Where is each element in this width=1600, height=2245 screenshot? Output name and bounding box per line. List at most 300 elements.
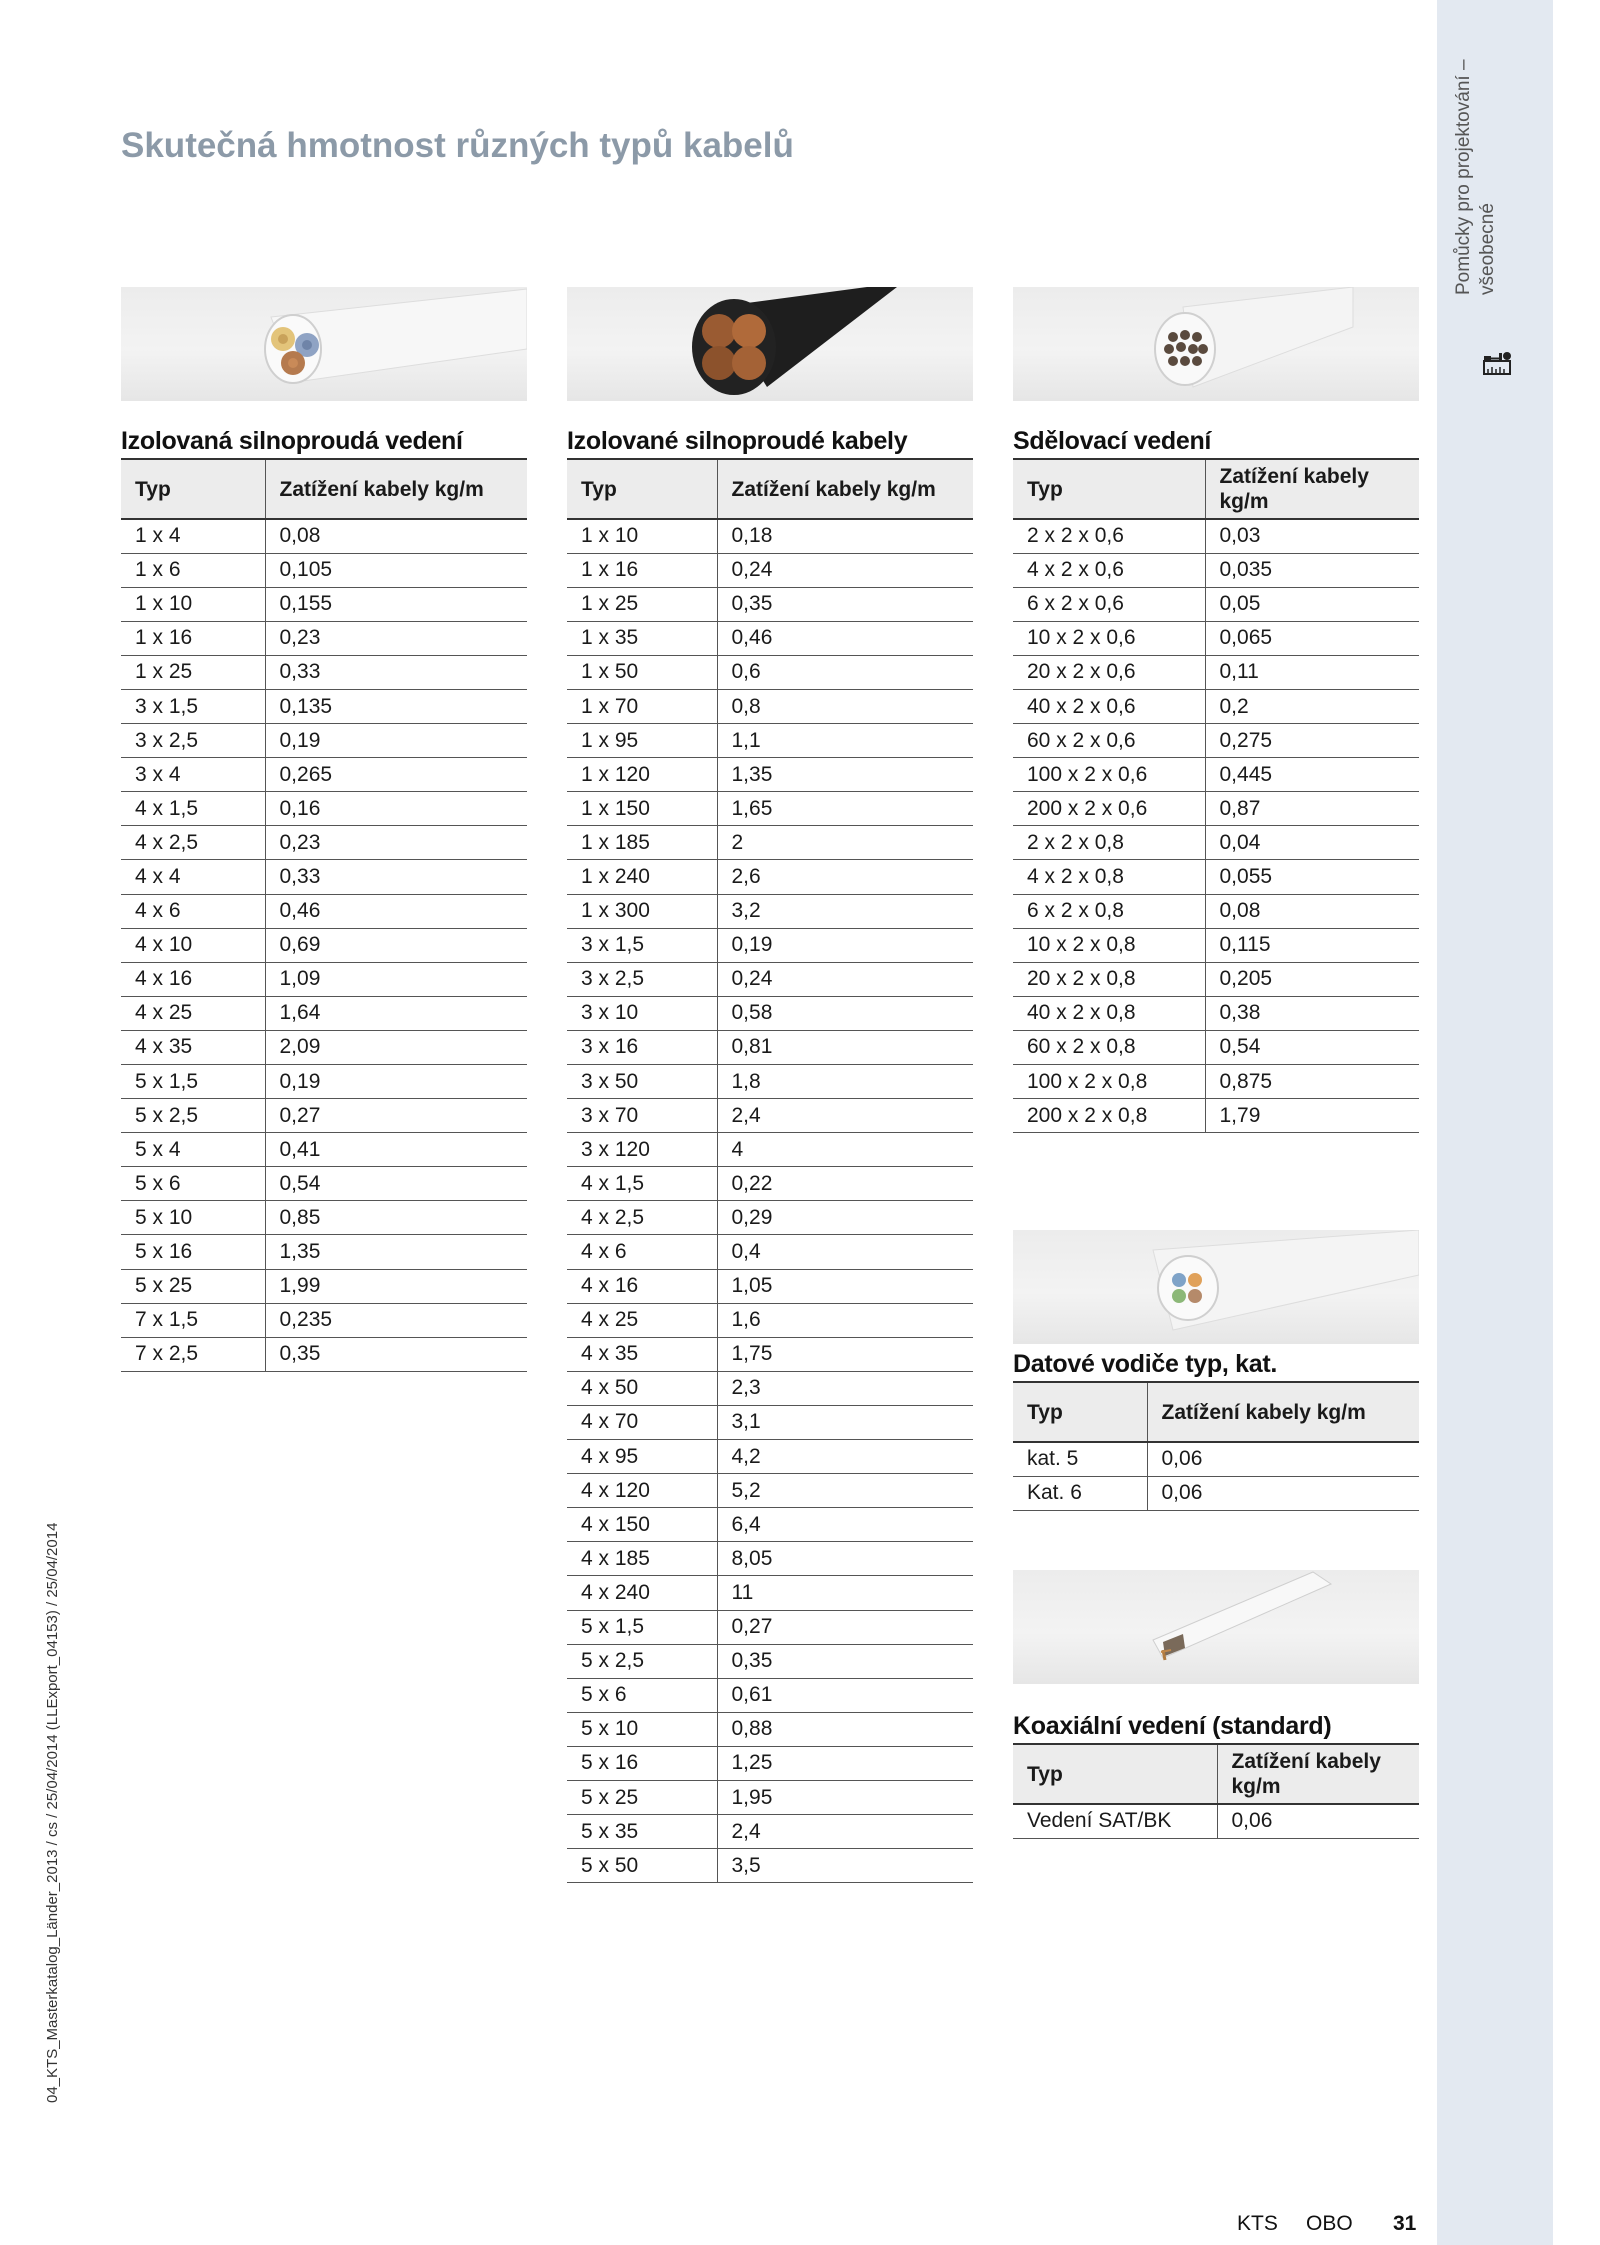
table-row	[567, 1099, 973, 1133]
table-row	[567, 1849, 973, 1883]
table-row	[121, 826, 527, 860]
cell-typ: 5 x 2,5	[567, 1644, 717, 1678]
cell-load: 0,275	[1205, 724, 1419, 758]
column-header-typ: Typ	[567, 459, 717, 519]
cell-typ: kat. 5	[1013, 1442, 1147, 1476]
cell-typ: 1 x 120	[567, 758, 717, 792]
table-row	[121, 1030, 527, 1064]
cell-typ: 4 x 25	[567, 1303, 717, 1337]
cell-load: 0,35	[717, 1644, 973, 1678]
table-row	[121, 758, 527, 792]
cell-typ: 4 x 1,5	[567, 1167, 717, 1201]
table-row	[567, 1780, 973, 1814]
table-row	[567, 1542, 973, 1576]
cell-load: 0,69	[265, 928, 527, 962]
table-row	[567, 758, 973, 792]
cable-photo-coax	[1013, 1570, 1419, 1684]
table-row	[1013, 792, 1419, 826]
cell-typ: 1 x 240	[567, 860, 717, 894]
cell-typ: 3 x 50	[567, 1065, 717, 1099]
cell-typ: 4 x 70	[567, 1405, 717, 1439]
cell-typ: 1 x 25	[121, 655, 265, 689]
cell-load: 0,4	[717, 1235, 973, 1269]
cell-load: 2,3	[717, 1371, 973, 1405]
cell-typ: 4 x 2,5	[567, 1201, 717, 1235]
cell-typ: 4 x 35	[567, 1337, 717, 1371]
cell-load: 3,1	[717, 1405, 973, 1439]
table-row	[1013, 826, 1419, 860]
table-row	[567, 1712, 973, 1746]
table-row	[121, 1269, 527, 1303]
sidebar	[1437, 0, 1553, 2245]
cell-load: 2	[717, 826, 973, 860]
cell-load: 1,99	[265, 1269, 527, 1303]
cell-load: 0,035	[1205, 553, 1419, 587]
cell-typ: 3 x 1,5	[567, 928, 717, 962]
cell-typ: 7 x 2,5	[121, 1337, 265, 1371]
cell-load: 0,61	[717, 1678, 973, 1712]
cell-typ: 5 x 1,5	[567, 1610, 717, 1644]
cell-typ: Kat. 6	[1013, 1476, 1147, 1510]
cell-typ: 1 x 185	[567, 826, 717, 860]
table-row	[567, 1746, 973, 1780]
table-row	[121, 655, 527, 689]
cell-typ: 3 x 2,5	[121, 724, 265, 758]
cell-typ: 1 x 10	[567, 519, 717, 553]
cell-typ: 1 x 25	[567, 587, 717, 621]
cell-typ: 20 x 2 x 0,6	[1013, 655, 1205, 689]
footer-brand-kts: KTS	[1237, 2212, 1278, 2235]
column-header-typ: Typ	[1013, 1744, 1217, 1804]
page-number: 31	[1393, 2212, 1417, 2235]
cell-load: 0,54	[1205, 1030, 1419, 1064]
cell-load: 4	[717, 1133, 973, 1167]
cell-typ: 4 x 240	[567, 1576, 717, 1610]
cell-load: 0,19	[717, 928, 973, 962]
document-id-footer: 04_KTS_Masterkatalog_Länder_2013 / cs / 25/04/2014 (LLExport_04153) / 25/04/2014	[44, 1522, 61, 2103]
cell-typ: 3 x 10	[567, 996, 717, 1030]
cell-typ: 7 x 1,5	[121, 1303, 265, 1337]
cable-photo-data	[1013, 1230, 1419, 1344]
cell-typ: 2 x 2 x 0,6	[1013, 519, 1205, 553]
cell-load: 0,445	[1205, 758, 1419, 792]
table-row	[567, 1201, 973, 1235]
cell-load: 0,04	[1205, 826, 1419, 860]
table-row	[567, 655, 973, 689]
table-row	[1013, 962, 1419, 996]
table-row	[121, 996, 527, 1030]
section-telecom	[1013, 426, 1419, 1133]
cell-typ: 4 x 10	[121, 928, 265, 962]
table-row	[567, 1678, 973, 1712]
cell-load: 0,18	[717, 519, 973, 553]
table-row	[121, 962, 527, 996]
table-row	[567, 1371, 973, 1405]
cell-typ: 5 x 35	[567, 1815, 717, 1849]
cell-typ: 6 x 2 x 0,8	[1013, 894, 1205, 928]
cell-load: 0,81	[717, 1030, 973, 1064]
cell-typ: 1 x 150	[567, 792, 717, 826]
table-row	[121, 928, 527, 962]
table-row	[567, 1815, 973, 1849]
cell-load: 0,87	[1205, 792, 1419, 826]
section-title: Izolované silnoproudé kabely	[567, 427, 908, 455]
cell-typ: 3 x 16	[567, 1030, 717, 1064]
cell-typ: 3 x 4	[121, 758, 265, 792]
cell-load: 0,055	[1205, 860, 1419, 894]
cell-load: 0,33	[265, 655, 527, 689]
table-row	[121, 1167, 527, 1201]
cell-typ: 40 x 2 x 0,8	[1013, 996, 1205, 1030]
cell-typ: 10 x 2 x 0,8	[1013, 928, 1205, 962]
cell-load: 0,06	[1147, 1476, 1419, 1510]
cell-typ: 4 x 120	[567, 1474, 717, 1508]
cell-load: 2,4	[717, 1815, 973, 1849]
section-isolated-lines	[121, 426, 527, 1372]
section-title: Sdělovací vedení	[1013, 427, 1212, 455]
table-row	[567, 1440, 973, 1474]
table-row	[1013, 1476, 1419, 1510]
sidebar-label: Pomůcky pro projektování – všeobecné	[1453, 59, 1498, 295]
cell-typ: 5 x 25	[567, 1780, 717, 1814]
table-row	[1013, 928, 1419, 962]
table-row	[567, 928, 973, 962]
cell-load: 0,38	[1205, 996, 1419, 1030]
cell-load: 3,2	[717, 894, 973, 928]
table-row	[1013, 1099, 1419, 1133]
cell-load: 0,19	[265, 724, 527, 758]
cell-load: 6,4	[717, 1508, 973, 1542]
table-row	[1013, 553, 1419, 587]
cell-load: 0,08	[1205, 894, 1419, 928]
table-header-row	[567, 459, 973, 519]
cell-typ: 6 x 2 x 0,6	[1013, 587, 1205, 621]
cable-photo-white-3core	[121, 287, 527, 401]
table-row	[121, 1133, 527, 1167]
table-row	[567, 860, 973, 894]
table-header-row	[121, 459, 527, 519]
cell-load: 0,41	[265, 1133, 527, 1167]
cable-photo-telecom	[1013, 287, 1419, 401]
table-row	[1013, 758, 1419, 792]
screwdriver-ruler-icon	[1482, 347, 1512, 377]
column-header-load: Zatížení kabely kg/m	[717, 459, 973, 519]
cell-typ: 4 x 6	[121, 894, 265, 928]
table-row	[121, 860, 527, 894]
table-row	[567, 519, 973, 553]
cell-load: 2,09	[265, 1030, 527, 1064]
cell-typ: 5 x 6	[121, 1167, 265, 1201]
cell-load: 0,27	[265, 1099, 527, 1133]
table-header-row	[1013, 1744, 1419, 1804]
cell-load: 11	[717, 1576, 973, 1610]
weights-table-telecom	[1013, 458, 1419, 1133]
table-row	[1013, 587, 1419, 621]
table-row	[567, 1269, 973, 1303]
cell-typ: 4 x 4	[121, 860, 265, 894]
page-title: Skutečná hmotnost různých typů kabelů	[121, 126, 794, 165]
table-row	[121, 553, 527, 587]
table-row	[1013, 894, 1419, 928]
table-row	[1013, 519, 1419, 553]
table-row	[121, 792, 527, 826]
cell-typ: 60 x 2 x 0,8	[1013, 1030, 1205, 1064]
cell-typ: 200 x 2 x 0,8	[1013, 1099, 1205, 1133]
table-row	[1013, 1030, 1419, 1064]
cell-load: 2,6	[717, 860, 973, 894]
table-row	[121, 1099, 527, 1133]
table-row	[567, 792, 973, 826]
cell-load: 1,75	[717, 1337, 973, 1371]
table-row	[567, 1167, 973, 1201]
cell-typ: 40 x 2 x 0,6	[1013, 689, 1205, 723]
table-row	[567, 1133, 973, 1167]
weights-table-coax	[1013, 1743, 1419, 1839]
cell-typ: 4 x 2 x 0,8	[1013, 860, 1205, 894]
cell-load: 0,22	[717, 1167, 973, 1201]
cell-load: 0,8	[717, 689, 973, 723]
cell-load: 1,09	[265, 962, 527, 996]
table-row	[567, 1030, 973, 1064]
cell-typ: 20 x 2 x 0,8	[1013, 962, 1205, 996]
weights-table-data-wires	[1013, 1381, 1419, 1511]
section-coax	[1013, 1711, 1419, 1839]
cell-typ: 5 x 25	[121, 1269, 265, 1303]
cell-typ: 60 x 2 x 0,6	[1013, 724, 1205, 758]
cell-load: 0,205	[1205, 962, 1419, 996]
cell-load: 0,54	[265, 1167, 527, 1201]
cell-load: 0,875	[1205, 1065, 1419, 1099]
cell-typ: 4 x 16	[121, 962, 265, 996]
cell-typ: 4 x 2,5	[121, 826, 265, 860]
cell-load: 2,4	[717, 1099, 973, 1133]
section-title: Izolovaná silnoproudá vedení	[121, 427, 463, 455]
cable-photo-black-4core	[567, 287, 973, 401]
cell-typ: 1 x 16	[121, 621, 265, 655]
section-title: Koaxiální vedení (standard)	[1013, 1712, 1332, 1740]
table-row	[121, 1235, 527, 1269]
table-row	[121, 1201, 527, 1235]
column-header-load: Zatížení kabely kg/m	[1217, 1744, 1419, 1804]
cell-load: 0,29	[717, 1201, 973, 1235]
column-header-typ: Typ	[1013, 1382, 1147, 1442]
cell-typ: 100 x 2 x 0,8	[1013, 1065, 1205, 1099]
cell-typ: 4 x 95	[567, 1440, 717, 1474]
cell-load: 1,65	[717, 792, 973, 826]
cell-load: 0,23	[265, 826, 527, 860]
cell-load: 0,235	[265, 1303, 527, 1337]
table-row	[567, 826, 973, 860]
cell-load: 8,05	[717, 1542, 973, 1576]
cell-typ: 4 x 35	[121, 1030, 265, 1064]
cell-load: 1,35	[717, 758, 973, 792]
cell-typ: 4 x 150	[567, 1508, 717, 1542]
weights-table-isolated-lines	[121, 458, 527, 1372]
cell-load: 0,16	[265, 792, 527, 826]
table-header-row	[1013, 1382, 1419, 1442]
table-row	[1013, 996, 1419, 1030]
cell-typ: 3 x 70	[567, 1099, 717, 1133]
cell-typ: 4 x 2 x 0,6	[1013, 553, 1205, 587]
cell-typ: 5 x 4	[121, 1133, 265, 1167]
cell-load: 0,35	[265, 1337, 527, 1371]
table-row	[121, 724, 527, 758]
cell-typ: 2 x 2 x 0,8	[1013, 826, 1205, 860]
cell-typ: 3 x 120	[567, 1133, 717, 1167]
cell-typ: 1 x 6	[121, 553, 265, 587]
cell-typ: 5 x 16	[121, 1235, 265, 1269]
cell-load: 0,46	[265, 894, 527, 928]
cell-load: 0,33	[265, 860, 527, 894]
cell-typ: 10 x 2 x 0,6	[1013, 621, 1205, 655]
table-row	[567, 1337, 973, 1371]
cell-load: 0,23	[265, 621, 527, 655]
cell-typ: 1 x 4	[121, 519, 265, 553]
cell-load: 1,35	[265, 1235, 527, 1269]
table-row	[567, 1235, 973, 1269]
cell-load: 0,06	[1147, 1442, 1419, 1476]
cell-typ: 1 x 35	[567, 621, 717, 655]
cell-load: 0,24	[717, 962, 973, 996]
cell-typ: 1 x 95	[567, 724, 717, 758]
table-row	[567, 1065, 973, 1099]
cell-load: 0,88	[717, 1712, 973, 1746]
cell-load: 1,95	[717, 1780, 973, 1814]
column-header-load: Zatížení kabely kg/m	[265, 459, 527, 519]
table-row	[567, 1576, 973, 1610]
table-row	[567, 1508, 973, 1542]
table-row	[1013, 689, 1419, 723]
cell-typ: 1 x 10	[121, 587, 265, 621]
table-row	[1013, 655, 1419, 689]
cell-load: 0,19	[265, 1065, 527, 1099]
cell-load: 0,265	[265, 758, 527, 792]
cell-load: 5,2	[717, 1474, 973, 1508]
cell-load: 0,135	[265, 689, 527, 723]
table-row	[567, 894, 973, 928]
cell-load: 1,25	[717, 1746, 973, 1780]
table-row	[121, 1065, 527, 1099]
cell-load: 0,46	[717, 621, 973, 655]
column-header-load: Zatížení kabely kg/m	[1147, 1382, 1419, 1442]
cell-load: 0,155	[265, 587, 527, 621]
cell-load: 0,27	[717, 1610, 973, 1644]
table-header-row	[1013, 459, 1419, 519]
section-data-wires	[1013, 1349, 1419, 1511]
cell-typ: 1 x 70	[567, 689, 717, 723]
table-row	[121, 1303, 527, 1337]
cell-load: 0,24	[717, 553, 973, 587]
cell-typ: 4 x 1,5	[121, 792, 265, 826]
cell-typ: 1 x 300	[567, 894, 717, 928]
cell-load: 0,2	[1205, 689, 1419, 723]
cell-load: 0,08	[265, 519, 527, 553]
cell-typ: 4 x 185	[567, 1542, 717, 1576]
table-row	[121, 519, 527, 553]
table-row	[1013, 1065, 1419, 1099]
table-row	[567, 1474, 973, 1508]
cell-typ: 3 x 1,5	[121, 689, 265, 723]
cell-load: 0,6	[717, 655, 973, 689]
table-row	[567, 1303, 973, 1337]
cell-typ: 1 x 50	[567, 655, 717, 689]
column-header-typ: Typ	[121, 459, 265, 519]
cell-load: 1,64	[265, 996, 527, 1030]
section-title: Datové vodiče typ, kat.	[1013, 1350, 1278, 1378]
cell-typ: 100 x 2 x 0,6	[1013, 758, 1205, 792]
table-row	[567, 553, 973, 587]
table-row	[567, 587, 973, 621]
cell-typ: 3 x 2,5	[567, 962, 717, 996]
cell-load: 0,58	[717, 996, 973, 1030]
cell-load: 0,85	[265, 1201, 527, 1235]
cell-typ: 4 x 6	[567, 1235, 717, 1269]
cell-load: 0,03	[1205, 519, 1419, 553]
table-row	[1013, 1442, 1419, 1476]
table-row	[567, 962, 973, 996]
cell-typ: 5 x 10	[567, 1712, 717, 1746]
table-row	[567, 724, 973, 758]
cell-typ: 5 x 50	[567, 1849, 717, 1883]
cell-typ: 5 x 10	[121, 1201, 265, 1235]
cell-load: 1,6	[717, 1303, 973, 1337]
section-isolated-cables	[567, 426, 973, 1883]
cell-load: 1,8	[717, 1065, 973, 1099]
footer-brand-obo: OBO	[1306, 2212, 1353, 2235]
cell-typ: 5 x 2,5	[121, 1099, 265, 1133]
table-row	[567, 689, 973, 723]
cell-load: 0,065	[1205, 621, 1419, 655]
table-row	[567, 1644, 973, 1678]
cell-load: 0,11	[1205, 655, 1419, 689]
table-row	[121, 689, 527, 723]
table-row	[121, 621, 527, 655]
cell-load: 0,35	[717, 587, 973, 621]
cell-typ: 200 x 2 x 0,6	[1013, 792, 1205, 826]
table-row	[121, 894, 527, 928]
table-row	[1013, 1804, 1419, 1838]
table-row	[567, 1610, 973, 1644]
cell-load: 0,115	[1205, 928, 1419, 962]
cell-load: 1,1	[717, 724, 973, 758]
cell-typ: 1 x 16	[567, 553, 717, 587]
table-row	[1013, 621, 1419, 655]
cell-typ: 4 x 50	[567, 1371, 717, 1405]
column-header-load: Zatížení kabely kg/m	[1205, 459, 1419, 519]
cell-load: 1,05	[717, 1269, 973, 1303]
table-row	[1013, 724, 1419, 758]
cell-load: 0,06	[1217, 1804, 1419, 1838]
cell-typ: Vedení SAT/BK	[1013, 1804, 1217, 1838]
weights-table-isolated-cables	[567, 458, 973, 1883]
column-header-typ: Typ	[1013, 459, 1205, 519]
cell-typ: 4 x 25	[121, 996, 265, 1030]
table-row	[1013, 860, 1419, 894]
cell-typ: 5 x 6	[567, 1678, 717, 1712]
table-row	[121, 587, 527, 621]
table-row	[567, 1405, 973, 1439]
cell-typ: 5 x 1,5	[121, 1065, 265, 1099]
cell-typ: 4 x 16	[567, 1269, 717, 1303]
cell-load: 3,5	[717, 1849, 973, 1883]
table-row	[567, 996, 973, 1030]
table-row	[121, 1337, 527, 1371]
table-row	[567, 621, 973, 655]
cell-typ: 5 x 16	[567, 1746, 717, 1780]
cell-load: 0,105	[265, 553, 527, 587]
cell-load: 1,79	[1205, 1099, 1419, 1133]
cell-load: 0,05	[1205, 587, 1419, 621]
